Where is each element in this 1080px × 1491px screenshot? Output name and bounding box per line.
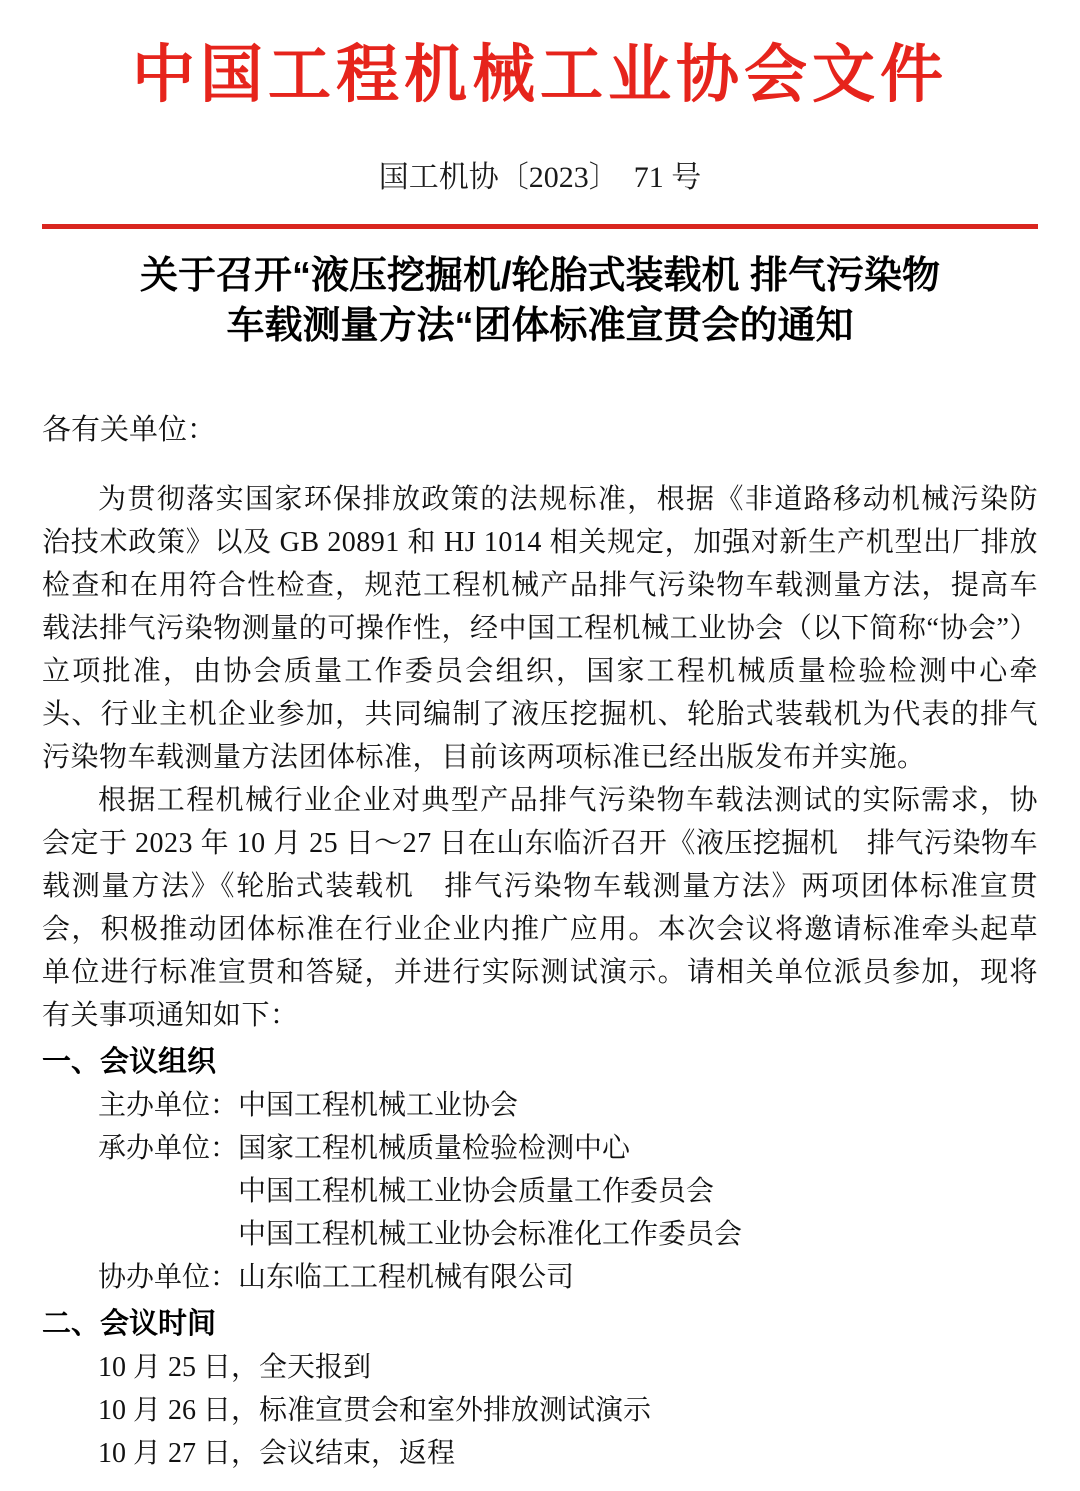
section-item-line: 协办单位：山东临工工程机械有限公司 [98,1262,575,1293]
sections [42,1041,1038,1475]
paragraph: 根据工程机械行业企业对典型产品排气污染物车载法测试的实际需求，协会定于 2023 年 10 月 25 日～27 日在山东临沂召开《液压挖掘机 排气污染物车载测量方法》《轮胎式装载机 排气污染物车载测量方法》两项团体标准宣贯会，积极推动团体标准在行业企业内推广应用。本次会议将邀请标准牵头起草单位进行标准宣贯和答疑，并进行实际测试演示。请相关单位派员参加，现将有关事项通知如下： [42,785,1038,1031]
section-item-line: 10 月 27 日，会议结束，返程 [98,1438,456,1469]
body-paragraphs [42,478,1038,1037]
salutation: 各有关单位： [42,414,217,446]
section-item-label: 协办单位： [98,1262,239,1293]
paragraph: 为贯彻落实国家环保排放政策的法规标准，根据《非道路移动机械污染防治技术政策》以及 GB 20891 和 HJ 1014 相关规定，加强对新生产机型出厂排放检查和在用符合性检查，规范工程机械产品排气污染物车载测量方法，提高车载法排气污染物测量的可操作性，经中国工程机械工业协会（以下简称“协会”）立项批准，由协会质量工作委员会组织，国家工程机械质量检验检测中心牵头、行业主机企业参加，共同编制了液压挖掘机、轮胎式装载机为代表的排气污染物车载测量方法团体标准，目前该两项标准已经出版发布并实施。 [42,484,1038,773]
notice-title-line-1: 关于召开“液压挖掘机/轮胎式装载机 排气污染物 [139,255,941,297]
section-item-label: 承办单位： [98,1133,239,1164]
section-item-label: 主办单位： [98,1090,239,1121]
red-divider-rule [42,224,1038,229]
notice-title-line-2: 车载测量方法“团体标准宣贯会的通知 [226,305,854,347]
section-item-line: 承办单位：国家工程机械质量检验检测中心 [98,1133,631,1164]
section-item-line: 中国工程机械工业协会质量工作委员会 [238,1176,715,1207]
section-heading: 一、会议组织 [42,1046,217,1078]
notice-title [42,251,1038,351]
doc-number: 国工机协〔2023〕 71 号 [378,161,702,194]
section-item-line: 10 月 26 日，标准宣贯会和室外排放测试演示 [98,1395,652,1426]
section-heading: 二、会议时间 [42,1308,217,1340]
header-org-title: 中国工程机械工业协会文件 [132,40,948,110]
document-page [0,30,1080,1491]
section-item-line: 主办单位：中国工程机械工业协会 [98,1090,519,1121]
section-item-line: 10 月 25 日，全天报到 [98,1352,372,1383]
section-item-line: 中国工程机械工业协会标准化工作委员会 [238,1219,743,1250]
